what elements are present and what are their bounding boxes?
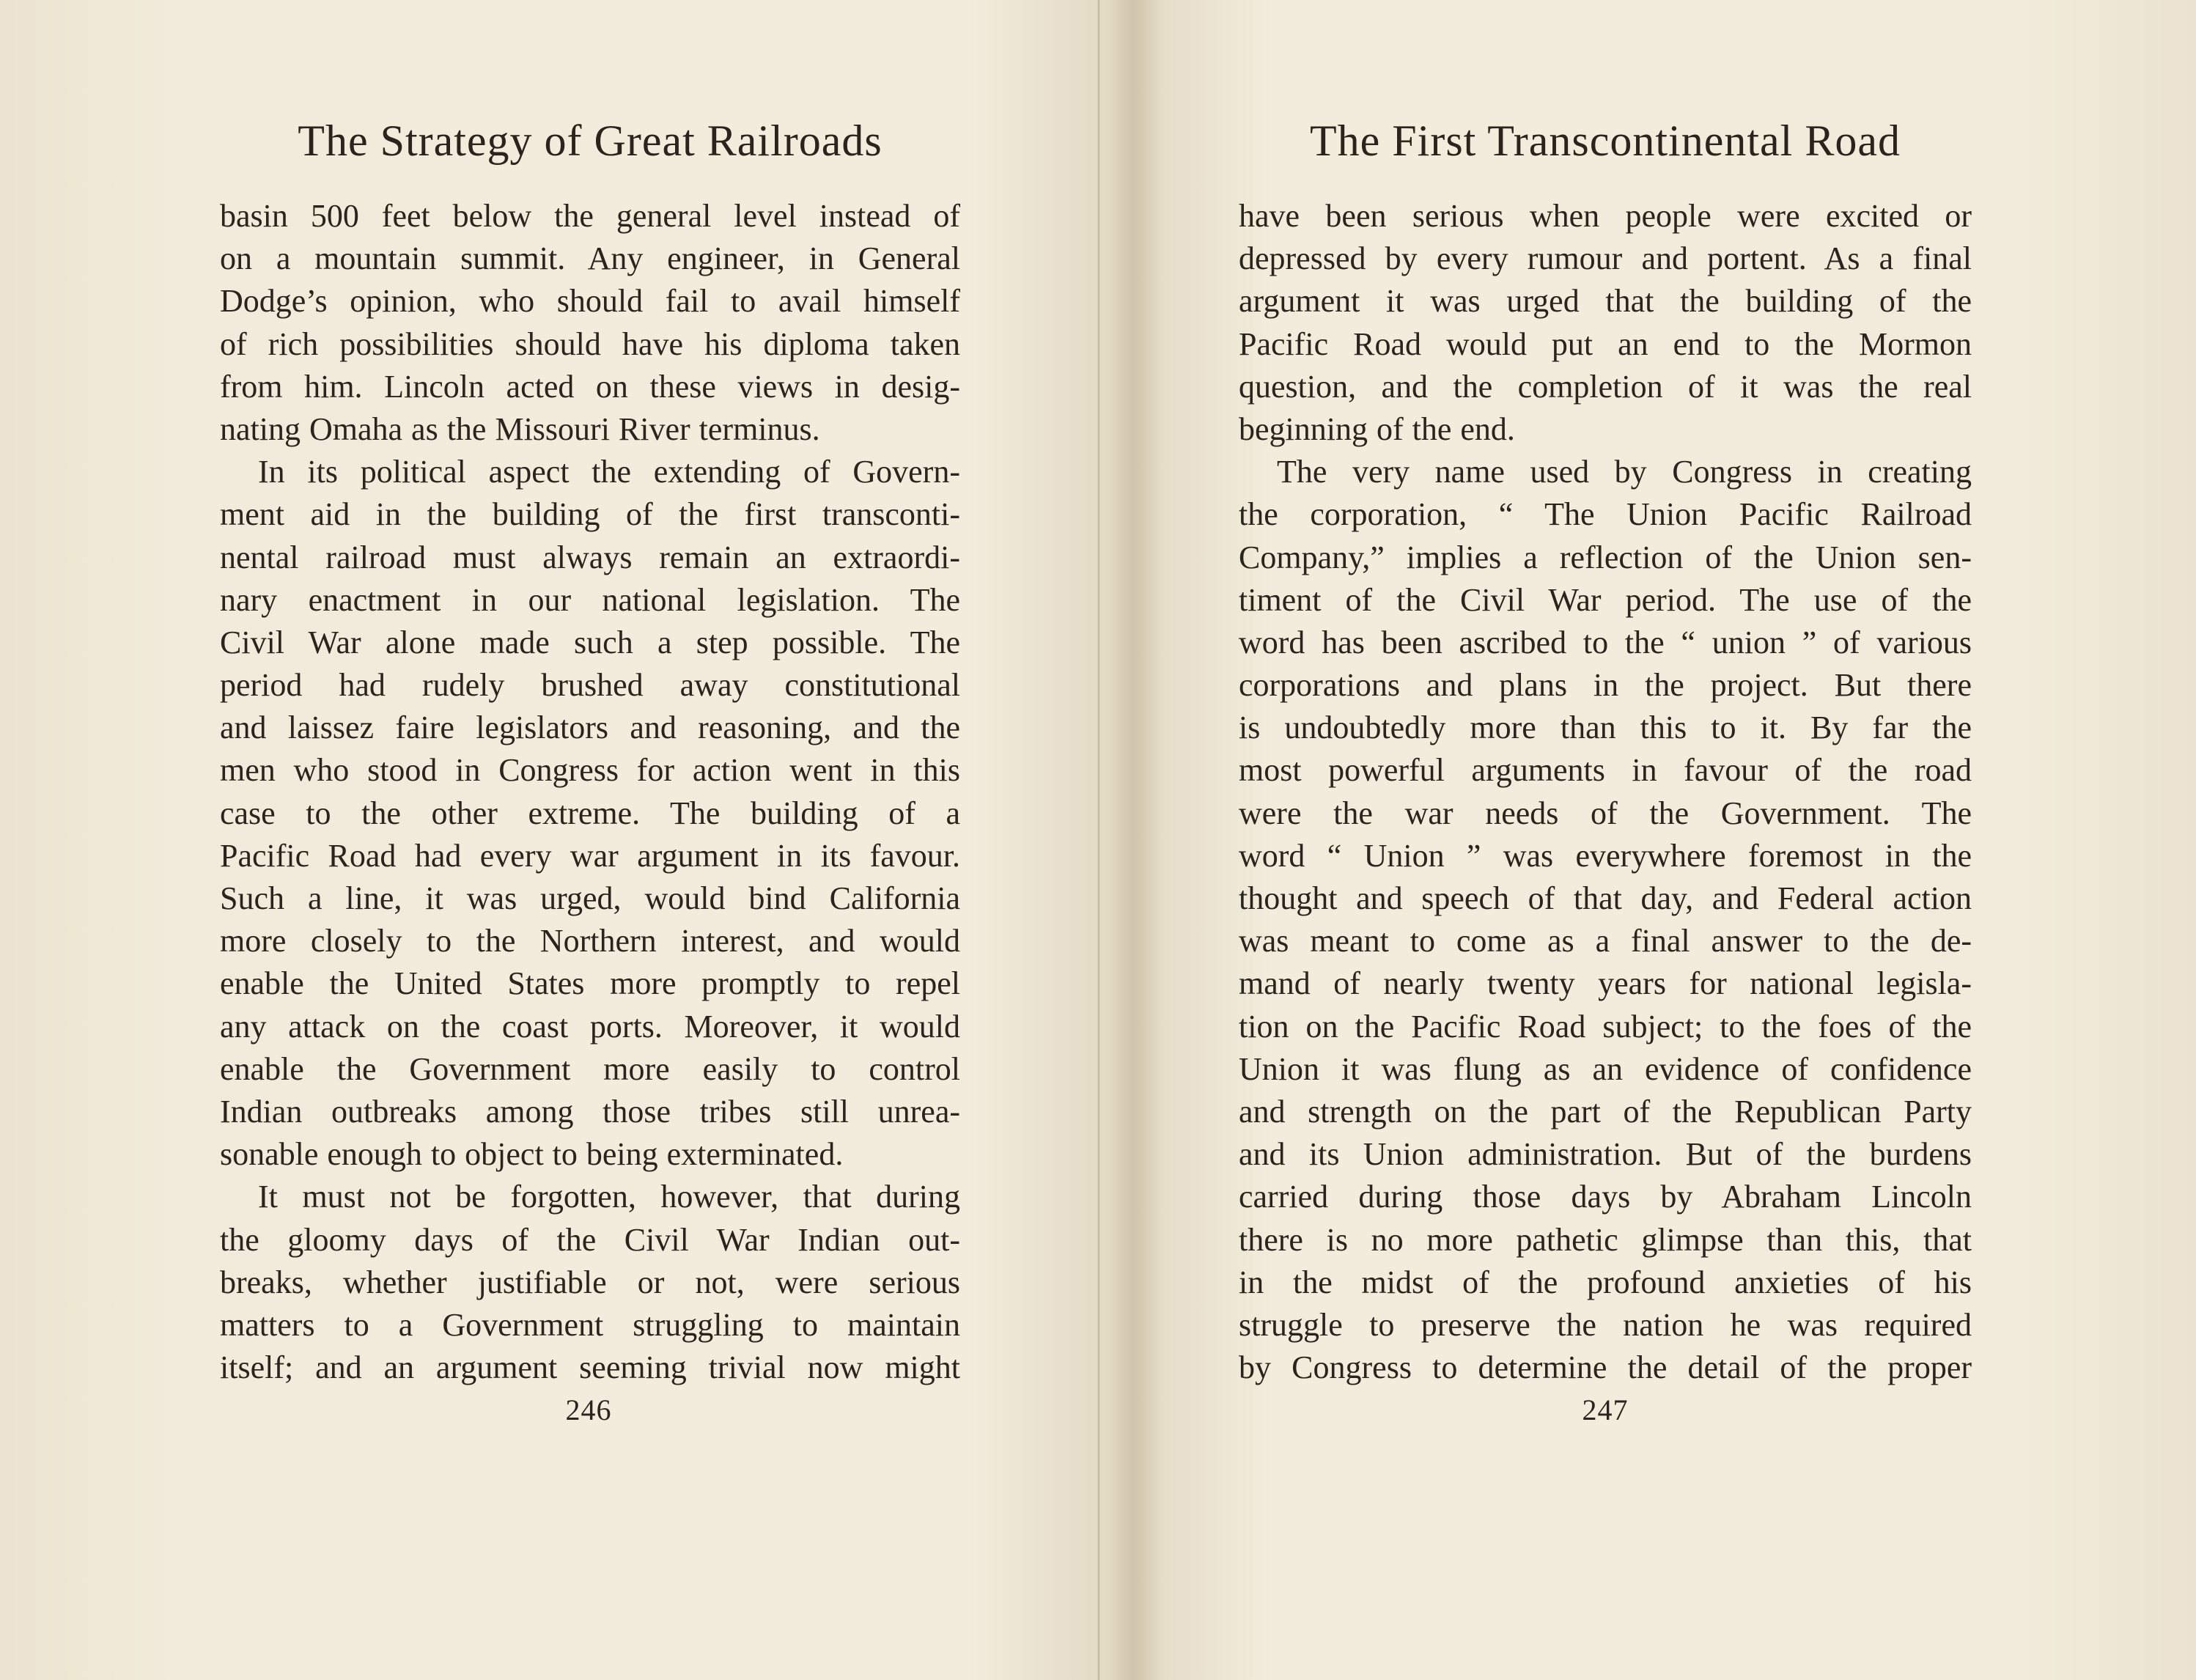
text-line: struggle to preserve the nation he was required xyxy=(1239,1306,1972,1343)
page-number-right: 247 xyxy=(1582,1393,1629,1426)
text-line: Civil War alone made such a step possible. The xyxy=(220,624,960,660)
text-line: sonable enough to object to being exterminated. xyxy=(220,1136,844,1173)
text-line: and strength on the part of the Republican Party xyxy=(1239,1093,1972,1130)
text-line: nary enactment in our national legislation. The xyxy=(220,581,960,618)
text-line: by Congress to determine the detail of the proper xyxy=(1239,1349,1972,1386)
text-line: mand of nearly twenty years for national legisla- xyxy=(1239,965,1972,1002)
text-line: tion on the Pacific Road subject; to the foes of the xyxy=(1239,1008,1972,1045)
text-line: matters to a Government struggling to maintain xyxy=(220,1306,960,1343)
text-line: Company,” implies a reflection of the Union sen- xyxy=(1239,539,1972,575)
running-head-left: The Strategy of Great Railroads xyxy=(298,117,883,165)
text-line: Dodge’s opinion, who should fail to avail himself xyxy=(220,283,960,320)
body-text-right xyxy=(1239,195,1972,1389)
text-line: period had rudely brushed away constitutional xyxy=(220,667,960,704)
text-line: the gloomy days of the Civil War Indian out- xyxy=(220,1221,960,1258)
text-line: The very name used by Congress in creating xyxy=(1277,454,1972,490)
text-line: Pacific Road had every war argument in its favour. xyxy=(220,837,960,874)
text-line: the corporation, “ The Union Pacific Railroad xyxy=(1239,496,1972,533)
text-line: corporations and plans in the project. But there xyxy=(1239,667,1972,704)
body-text-left xyxy=(220,195,960,1389)
text-line: word “ Union ” was everywhere foremost in the xyxy=(1239,837,1972,874)
text-line: beginning of the end. xyxy=(1239,410,1515,447)
text-line: breaks, whether justifiable or not, were serious xyxy=(220,1264,960,1300)
text-line: most powerful arguments in favour of the road xyxy=(1239,752,1972,789)
text-line: carried during those days by Abraham Lincoln xyxy=(1239,1179,1972,1215)
text-line: thought and speech of that day, and Federal action xyxy=(1239,880,1972,916)
text-line: have been serious when people were excited or xyxy=(1239,198,1972,234)
text-line: question, and the completion of it was the real xyxy=(1239,368,1972,405)
text-line: is undoubtedly more than this to it. By far the xyxy=(1239,710,1972,746)
text-line: Such a line, it was urged, would bind California xyxy=(220,880,960,916)
text-line: It must not be forgotten, however, that during xyxy=(258,1179,960,1215)
text-line: there is no more pathetic glimpse than this, that xyxy=(1239,1221,1972,1258)
text-line: men who stood in Congress for action went in this xyxy=(220,752,960,789)
text-line: any attack on the coast ports. Moreover, it would xyxy=(220,1008,960,1045)
text-line: timent of the Civil War period. The use of the xyxy=(1239,581,1972,618)
text-line: in the midst of the profound anxieties of his xyxy=(1239,1264,1972,1300)
text-line: and laissez faire legislators and reasoning, and the xyxy=(220,710,960,746)
running-head-right: The First Transcontinental Road xyxy=(1310,117,1901,165)
text-line: enable the Government more easily to control xyxy=(220,1050,960,1087)
text-line: from him. Lincoln acted on these views in desig- xyxy=(220,368,960,405)
page-number-left: 246 xyxy=(565,1393,612,1426)
text-line: Indian outbreaks among those tribes still unrea- xyxy=(220,1093,960,1130)
right-page xyxy=(1239,0,1972,1680)
text-line: nental railroad must always remain an extraordi- xyxy=(220,539,960,575)
book-gutter xyxy=(1097,0,1100,1680)
text-line: case to the other extreme. The building of a xyxy=(220,795,960,831)
text-line: nating Omaha as the Missouri River terminus. xyxy=(220,410,820,447)
text-line: enable the United States more promptly to repel xyxy=(220,965,960,1002)
text-line: of rich possibilities should have his diploma taken xyxy=(220,325,960,362)
text-line: argument it was urged that the building of the xyxy=(1239,283,1972,320)
text-line: were the war needs of the Government. The xyxy=(1239,795,1972,831)
text-line: more closely to the Northern interest, and would xyxy=(220,923,960,959)
text-line: itself; and an argument seeming trivial now might xyxy=(220,1349,960,1386)
left-page xyxy=(220,0,960,1680)
text-line: and its Union administration. But of the burdens xyxy=(1239,1136,1972,1173)
text-line: ment aid in the building of the first transconti- xyxy=(220,496,960,533)
text-line: depressed by every rumour and portent. As a final xyxy=(1239,240,1972,277)
text-line: Pacific Road would put an end to the Mormon xyxy=(1239,325,1972,362)
text-line: word has been ascribed to the “ union ” of various xyxy=(1239,624,1972,660)
text-line: Union it was flung as an evidence of confidence xyxy=(1239,1050,1972,1087)
text-line: on a mountain summit. Any engineer, in General xyxy=(220,240,960,277)
text-line: was meant to come as a final answer to the de- xyxy=(1239,923,1972,959)
text-line: basin 500 feet below the general level instead of xyxy=(220,198,960,234)
text-line: In its political aspect the extending of Govern- xyxy=(258,454,960,490)
